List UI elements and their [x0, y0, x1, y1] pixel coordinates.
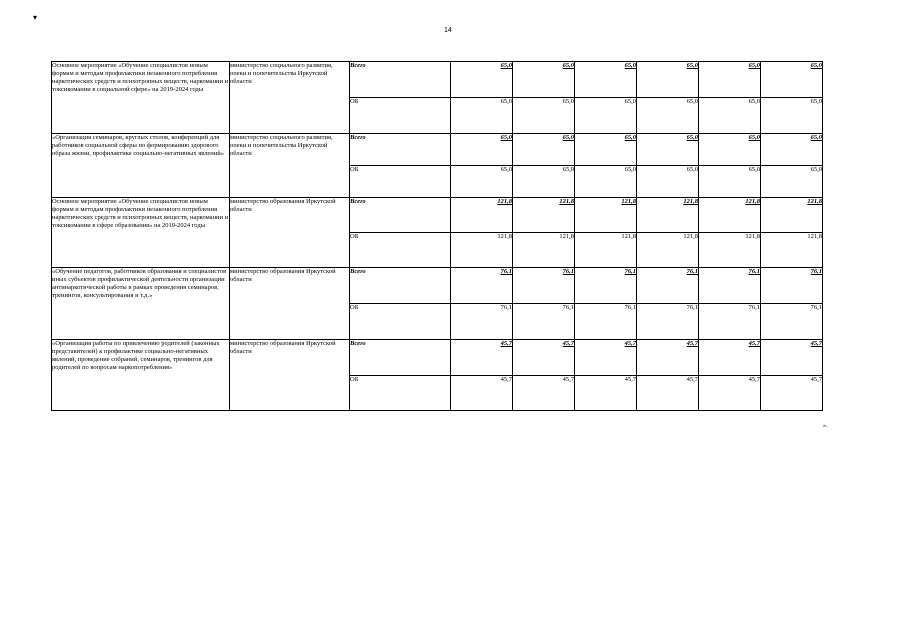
ob-value-cell: 65,0: [637, 166, 699, 198]
total-value-cell: 65,0: [451, 134, 513, 166]
total-value-cell: 45,7: [637, 340, 699, 376]
ob-value-cell: 45,7: [637, 376, 699, 411]
source-ob-label: ОБ: [350, 166, 451, 198]
ob-value-cell: 121,8: [451, 233, 513, 268]
responsible-agency: министерство социального развития, опеки и попечительства Иркутской области: [230, 134, 350, 198]
ob-value-cell: 65,0: [513, 98, 575, 134]
ob-value-cell: 45,7: [513, 376, 575, 411]
total-value-cell: 76,1: [451, 268, 513, 304]
ob-value-cell: 76,1: [761, 304, 823, 340]
ob-value-cell: 65,0: [637, 98, 699, 134]
total-value-cell: 45,7: [575, 340, 637, 376]
responsible-agency: министерство образования Иркутской области: [230, 340, 350, 411]
source-ob-label: ОБ: [350, 304, 451, 340]
total-value-cell: 65,0: [699, 62, 761, 98]
total-value-cell: 76,1: [761, 268, 823, 304]
ob-value-cell: 45,7: [699, 376, 761, 411]
total-value-cell: 76,1: [575, 268, 637, 304]
source-total-label: Всего: [350, 340, 451, 376]
total-value-cell: 45,7: [761, 340, 823, 376]
total-value-cell: 65,0: [699, 134, 761, 166]
ob-value-cell: 65,0: [699, 166, 761, 198]
ob-value-cell: 45,7: [761, 376, 823, 411]
table-row: [52, 340, 823, 376]
total-value-cell: 121,8: [575, 198, 637, 233]
responsible-agency: министерство образования Иркутской области: [230, 198, 350, 268]
total-value-cell: 65,0: [513, 134, 575, 166]
ob-value-cell: 65,0: [513, 166, 575, 198]
ob-value-cell: 65,0: [761, 166, 823, 198]
activity-description: Основное мероприятие «Обучение специалистов новым формам и методам профилактики незаконного потребления наркотических средств и психотропных веществ, наркомании и токсикомании в сфере образования» на 2019-2024 годы: [52, 198, 230, 268]
table-row: [52, 198, 823, 233]
ob-value-cell: 65,0: [451, 98, 513, 134]
closing-quote-mark: ».: [823, 422, 828, 429]
ob-value-cell: 65,0: [575, 98, 637, 134]
ob-value-cell: 76,1: [637, 304, 699, 340]
ob-value-cell: 76,1: [451, 304, 513, 340]
table-row: [52, 62, 823, 98]
ob-value-cell: 65,0: [761, 98, 823, 134]
ob-value-cell: 121,8: [513, 233, 575, 268]
source-ob-label: ОБ: [350, 376, 451, 411]
source-ob-label: ОБ: [350, 233, 451, 268]
total-value-cell: 65,0: [637, 134, 699, 166]
total-value-cell: 45,7: [451, 340, 513, 376]
ob-value-cell: 45,7: [575, 376, 637, 411]
total-value-cell: 65,0: [761, 62, 823, 98]
total-value-cell: 121,8: [451, 198, 513, 233]
source-total-label: Всего: [350, 62, 451, 98]
total-value-cell: 76,1: [637, 268, 699, 304]
total-value-cell: 121,8: [637, 198, 699, 233]
total-value-cell: 76,1: [699, 268, 761, 304]
ob-value-cell: 76,1: [513, 304, 575, 340]
table-row: [52, 268, 823, 304]
funding-table: [51, 61, 823, 411]
total-value-cell: 76,1: [513, 268, 575, 304]
total-value-cell: 121,8: [761, 198, 823, 233]
ob-value-cell: 121,8: [637, 233, 699, 268]
total-value-cell: 45,7: [513, 340, 575, 376]
ob-value-cell: 76,1: [699, 304, 761, 340]
corner-mark: ▾: [33, 13, 38, 22]
total-value-cell: 65,0: [451, 62, 513, 98]
ob-value-cell: 65,0: [699, 98, 761, 134]
ob-value-cell: 121,8: [761, 233, 823, 268]
ob-value-cell: 121,8: [699, 233, 761, 268]
ob-value-cell: 45,7: [451, 376, 513, 411]
total-value-cell: 65,0: [513, 62, 575, 98]
total-value-cell: 65,0: [575, 134, 637, 166]
total-value-cell: 121,8: [513, 198, 575, 233]
total-value-cell: 65,0: [575, 62, 637, 98]
source-total-label: Всего: [350, 134, 451, 166]
source-ob-label: ОБ: [350, 98, 451, 134]
activity-description: «Организация семинаров, круглых столов, конференций для работников социальной сферы по формированию здорового образа жизни, профилактике социально-негативных явлений»: [52, 134, 230, 198]
source-total-label: Всего: [350, 198, 451, 233]
responsible-agency: министерство социального развития, опеки и попечительства Иркутской области: [230, 62, 350, 134]
activity-description: Основное мероприятие «Обучение специалистов новым формам и методам профилактики незаконного потребления наркотических средств и психотропных веществ, наркомании и токсикомании в социальной сфере» на 2019-2024 годы: [52, 62, 230, 134]
total-value-cell: 65,0: [637, 62, 699, 98]
ob-value-cell: 65,0: [575, 166, 637, 198]
total-value-cell: 45,7: [699, 340, 761, 376]
total-value-cell: 65,0: [761, 134, 823, 166]
table-row: [52, 134, 823, 166]
ob-value-cell: 65,0: [451, 166, 513, 198]
page-number: 14: [444, 27, 452, 34]
ob-value-cell: 76,1: [575, 304, 637, 340]
total-value-cell: 121,8: [699, 198, 761, 233]
source-total-label: Всего: [350, 268, 451, 304]
responsible-agency: министерство образования Иркутской области: [230, 268, 350, 340]
activity-description: «Организация работы по привлечению родителей (законных представителей) к профилактике социально-негативных явлений, проведение собраний, семинаров, тренингов для родителей по вопросам наркопотребления»: [52, 340, 230, 411]
activity-description: «Обучение педагогов, работников образования и специалистов иных субъектов профилактической деятельности организации антинаркотической работы в рамках проведения семинаров, тренингов, консультирования и т.д.»: [52, 268, 230, 340]
ob-value-cell: 121,8: [575, 233, 637, 268]
